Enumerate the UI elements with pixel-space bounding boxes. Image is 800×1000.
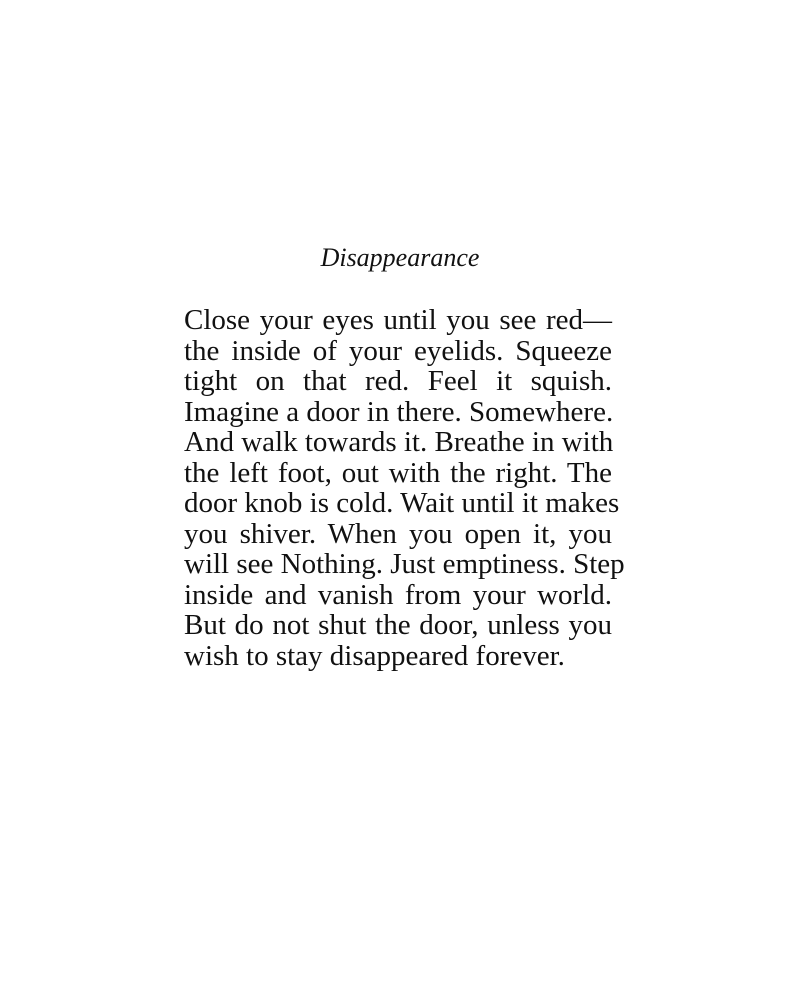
poem-line: tight on that red. Feel it squish. [184,365,612,397]
poem-line: Close your eyes until you see red— [184,304,612,336]
poem-line: door knob is cold. Wait until it makes [184,487,620,519]
poem-line: will see Nothing. Just emptiness. Step [184,548,625,580]
poem-line: wish to stay disappeared forever. [184,639,565,672]
poem-line: the left foot, out with the right. The [184,456,612,489]
poem-line: the inside of your eyelids. Squeeze [184,334,612,367]
poem-body [184,304,625,672]
poem-line: you shiver. When you open it, you [184,517,612,550]
poem-line: Imagine a door in there. Somewhere. [184,395,614,428]
poem-line: inside and vanish from your world. [184,578,612,611]
poem-title: Disappearance [320,243,480,272]
poem-line: But do not shut the door, unless you [184,609,612,641]
poem-line: And walk towards it. Breathe in with [184,426,614,458]
